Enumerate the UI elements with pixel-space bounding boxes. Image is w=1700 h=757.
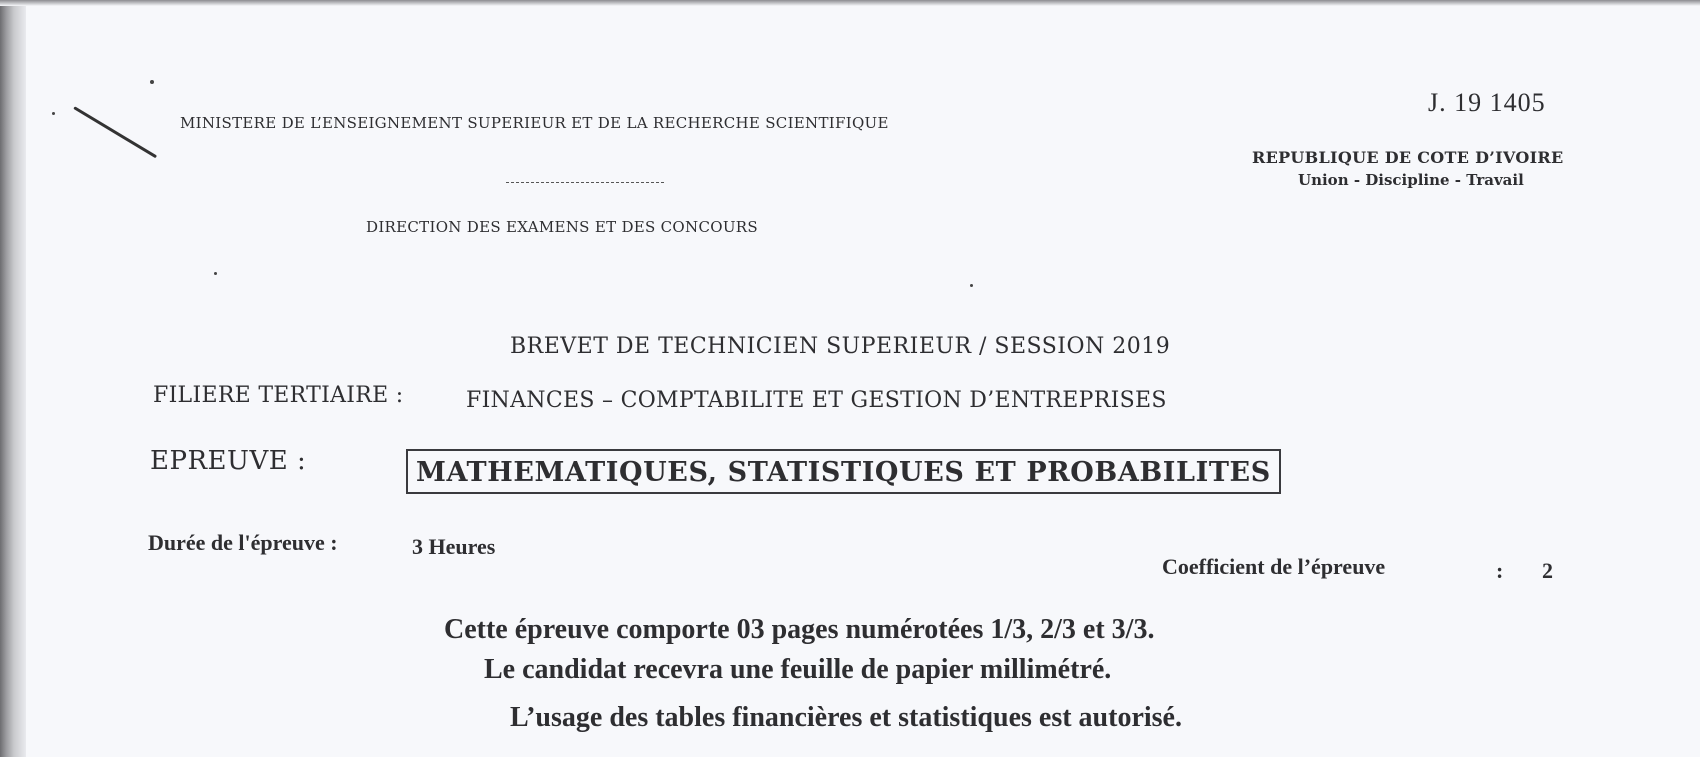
exam-reference: J. 19 1405	[1428, 88, 1546, 117]
notice-paper: Le candidat recevra une feuille de papier millimétré.	[484, 654, 1112, 685]
pen-mark	[73, 106, 157, 158]
ministry-name: MINISTERE DE L’ENSEIGNEMENT SUPERIEUR ET DE LA RECHERCHE SCIENTIFIQUE	[180, 114, 889, 132]
duree-label: Durée de l'épreuve :	[148, 530, 338, 555]
national-motto: Union - Discipline - Travail	[1298, 171, 1524, 189]
header-divider	[506, 182, 664, 183]
filiere-label: FILIERE TERTIAIRE :	[153, 383, 404, 408]
speck	[52, 112, 55, 115]
duree-value: 3 Heures	[412, 534, 496, 559]
notice-tables: L’usage des tables financières et statistiques est autorisé.	[510, 702, 1182, 733]
speck	[970, 284, 973, 287]
speck	[150, 80, 154, 84]
epreuve-subject: MATHEMATIQUES, STATISTIQUES ET PROBABILITES	[416, 457, 1271, 488]
coefficient-label: Coefficient de l’épreuve	[1162, 554, 1386, 579]
scan-top-shadow	[0, 0, 1700, 6]
speck	[214, 272, 217, 275]
epreuve-label: EPREUVE :	[150, 446, 307, 476]
notice-pages: Cette épreuve comporte 03 pages numérotées 1/3, 2/3 et 3/3.	[444, 614, 1155, 645]
scan-edge-shadow	[0, 0, 26, 757]
filiere-value: FINANCES – COMPTABILITE ET GESTION D’ENTREPRISES	[466, 388, 1167, 413]
coefficient-value: 2	[1542, 558, 1553, 583]
direction-name: DIRECTION DES EXAMENS ET DES CONCOURS	[366, 218, 758, 236]
exam-title: BREVET DE TECHNICIEN SUPERIEUR / SESSION 2019	[510, 334, 1171, 359]
republic-name: REPUBLIQUE DE COTE D’IVOIRE	[1252, 148, 1564, 167]
coefficient-separator: :	[1496, 558, 1504, 583]
epreuve-subject-box	[406, 449, 1281, 494]
